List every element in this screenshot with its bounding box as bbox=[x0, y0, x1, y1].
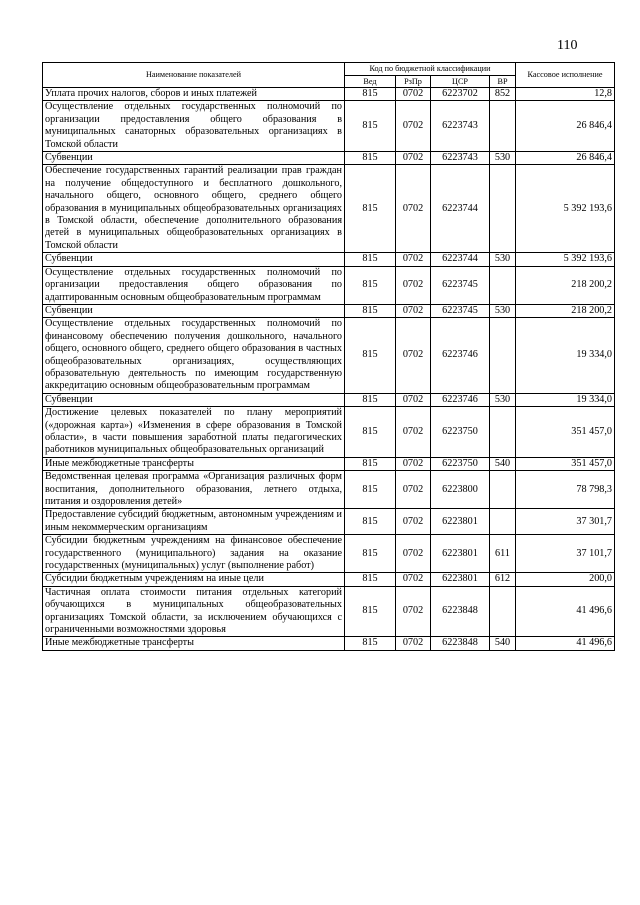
table-row bbox=[43, 165, 615, 253]
row-name: Обеспечение государственных гарантий реализации прав граждан на получение общедоступного и бесплатного дошкольного, начального общего, основного общего, среднего общего образования в муниципальных общеобразовательных организациях в Томской области, обеспечение дополнительного образования детей в муниципальных общеобразовательных организациях в Томской области bbox=[43, 165, 345, 253]
row-vr: 530 bbox=[490, 393, 516, 406]
row-csr: 6223745 bbox=[431, 266, 490, 304]
row-name: Субсидии бюджетным учреждениям на финансовое обеспечение государственного (муниципального) задания на оказание государственных (муниципальных) услуг (выполнение работ) bbox=[43, 535, 345, 573]
row-razpr: 0702 bbox=[396, 407, 431, 458]
row-ved: 815 bbox=[345, 573, 396, 586]
table-row bbox=[43, 457, 615, 470]
row-amount: 5 392 193,6 bbox=[516, 165, 615, 253]
row-amount: 19 334,0 bbox=[516, 318, 615, 393]
row-vr: 530 bbox=[490, 304, 516, 317]
row-name: Осуществление отдельных государственных полномочий по организации предоставления общего образования по адаптированным основным общеобразовательным программам bbox=[43, 266, 345, 304]
row-amount: 41 496,6 bbox=[516, 586, 615, 637]
row-csr: 6223801 bbox=[431, 535, 490, 573]
row-amount: 218 200,2 bbox=[516, 304, 615, 317]
row-ved: 815 bbox=[345, 509, 396, 535]
row-vr bbox=[490, 266, 516, 304]
row-amount: 12,8 bbox=[516, 88, 615, 101]
row-ved: 815 bbox=[345, 266, 396, 304]
row-vr: 612 bbox=[490, 573, 516, 586]
header-csr: ЦСР bbox=[431, 76, 490, 88]
row-name: Субвенции bbox=[43, 152, 345, 165]
row-vr: 540 bbox=[490, 457, 516, 470]
row-vr: 530 bbox=[490, 253, 516, 266]
table-row bbox=[43, 535, 615, 573]
row-name: Ведомственная целевая программа «Организация различных форм воспитания, дополнительного образования, летнего отдыха, питания и оздоровления детей» bbox=[43, 471, 345, 509]
row-csr: 6223800 bbox=[431, 471, 490, 509]
row-razpr: 0702 bbox=[396, 535, 431, 573]
row-razpr: 0702 bbox=[396, 637, 431, 650]
header-amount: Кассовое исполнение bbox=[516, 63, 615, 88]
row-ved: 815 bbox=[345, 586, 396, 637]
row-name: Субсидии бюджетным учреждениям на иные цели bbox=[43, 573, 345, 586]
table-row bbox=[43, 304, 615, 317]
row-razpr: 0702 bbox=[396, 318, 431, 393]
row-vr bbox=[490, 101, 516, 152]
table-header bbox=[43, 63, 615, 88]
row-csr: 6223746 bbox=[431, 318, 490, 393]
row-name: Предоставление субсидий бюджетным, автономным учреждениям и иным некоммерческим организациям bbox=[43, 509, 345, 535]
row-razpr: 0702 bbox=[396, 266, 431, 304]
budget-table bbox=[42, 62, 615, 651]
row-name: Субвенции bbox=[43, 393, 345, 406]
row-ved: 815 bbox=[345, 165, 396, 253]
row-amount: 41 496,6 bbox=[516, 637, 615, 650]
row-csr: 6223750 bbox=[431, 457, 490, 470]
row-name: Уплата прочих налогов, сборов и иных платежей bbox=[43, 88, 345, 101]
row-ved: 815 bbox=[345, 457, 396, 470]
row-ved: 815 bbox=[345, 88, 396, 101]
row-razpr: 0702 bbox=[396, 101, 431, 152]
row-ved: 815 bbox=[345, 471, 396, 509]
row-razpr: 0702 bbox=[396, 152, 431, 165]
row-amount: 200,0 bbox=[516, 573, 615, 586]
row-ved: 815 bbox=[345, 407, 396, 458]
row-csr: 6223848 bbox=[431, 586, 490, 637]
row-amount: 78 798,3 bbox=[516, 471, 615, 509]
table-row bbox=[43, 253, 615, 266]
table-row bbox=[43, 509, 615, 535]
row-vr: 530 bbox=[490, 152, 516, 165]
row-razpr: 0702 bbox=[396, 393, 431, 406]
row-razpr: 0702 bbox=[396, 471, 431, 509]
row-name: Осуществление отдельных государственных полномочий по организации предоставления общего образования в муниципальных санаторных образовательных организациях в Томской области bbox=[43, 101, 345, 152]
row-amount: 351 457,0 bbox=[516, 457, 615, 470]
row-ved: 815 bbox=[345, 253, 396, 266]
row-csr: 6223743 bbox=[431, 101, 490, 152]
row-amount: 37 101,7 bbox=[516, 535, 615, 573]
page-number: 110 bbox=[557, 38, 578, 53]
row-ved: 815 bbox=[345, 318, 396, 393]
table-row bbox=[43, 407, 615, 458]
row-vr bbox=[490, 165, 516, 253]
row-csr: 6223746 bbox=[431, 393, 490, 406]
row-ved: 815 bbox=[345, 152, 396, 165]
row-amount: 218 200,2 bbox=[516, 266, 615, 304]
header-razpr: РзПр bbox=[396, 76, 431, 88]
row-razpr: 0702 bbox=[396, 165, 431, 253]
row-razpr: 0702 bbox=[396, 509, 431, 535]
row-ved: 815 bbox=[345, 101, 396, 152]
row-vr bbox=[490, 407, 516, 458]
row-amount: 26 846,4 bbox=[516, 101, 615, 152]
row-csr: 6223848 bbox=[431, 637, 490, 650]
header-code-group: Код по бюджетной классификации bbox=[345, 63, 516, 76]
row-ved: 815 bbox=[345, 637, 396, 650]
table-row bbox=[43, 586, 615, 637]
header-ved: Вед bbox=[345, 76, 396, 88]
row-name: Субвенции bbox=[43, 304, 345, 317]
row-ved: 815 bbox=[345, 535, 396, 573]
row-name: Иные межбюджетные трансферты bbox=[43, 457, 345, 470]
row-razpr: 0702 bbox=[396, 573, 431, 586]
row-name: Осуществление отдельных государственных полномочий по финансовому обеспечению получения дошкольного, начального общего, основного общего, среднего общего образования в частных общеобразовательных организациях, осуществляющих образовательную деятельность по имеющим государственную аккредитацию основным общеобразовательным программам bbox=[43, 318, 345, 393]
row-amount: 37 301,7 bbox=[516, 509, 615, 535]
table-row bbox=[43, 573, 615, 586]
table-row bbox=[43, 471, 615, 509]
row-razpr: 0702 bbox=[396, 88, 431, 101]
row-vr bbox=[490, 471, 516, 509]
row-csr: 6223801 bbox=[431, 573, 490, 586]
row-name: Достижение целевых показателей по плану мероприятий («дорожная карта») «Изменения в сфере образования в Томской области», в части повышения заработной платы педагогических работников муниципальных общеобразовательных организаций bbox=[43, 407, 345, 458]
row-csr: 6223702 bbox=[431, 88, 490, 101]
row-csr: 6223743 bbox=[431, 152, 490, 165]
row-amount: 19 334,0 bbox=[516, 393, 615, 406]
table-row bbox=[43, 318, 615, 393]
row-name: Иные межбюджетные трансферты bbox=[43, 637, 345, 650]
row-razpr: 0702 bbox=[396, 253, 431, 266]
row-ved: 815 bbox=[345, 393, 396, 406]
row-csr: 6223744 bbox=[431, 253, 490, 266]
row-vr bbox=[490, 586, 516, 637]
row-csr: 6223750 bbox=[431, 407, 490, 458]
table-row bbox=[43, 101, 615, 152]
row-csr: 6223744 bbox=[431, 165, 490, 253]
row-vr: 611 bbox=[490, 535, 516, 573]
row-amount: 351 457,0 bbox=[516, 407, 615, 458]
row-vr: 852 bbox=[490, 88, 516, 101]
table-body bbox=[43, 88, 615, 651]
row-name: Частичная оплата стоимости питания отдельных категорий обучающихся в муниципальных общеобразовательных организациях Томской области, за исключением обучающихся с ограниченными возможностями здоровья bbox=[43, 586, 345, 637]
row-vr: 540 bbox=[490, 637, 516, 650]
table-row bbox=[43, 266, 615, 304]
row-razpr: 0702 bbox=[396, 304, 431, 317]
table-row bbox=[43, 152, 615, 165]
row-vr bbox=[490, 509, 516, 535]
header-vr: ВР bbox=[490, 76, 516, 88]
row-razpr: 0702 bbox=[396, 457, 431, 470]
table-row bbox=[43, 637, 615, 650]
row-name: Субвенции bbox=[43, 253, 345, 266]
row-amount: 26 846,4 bbox=[516, 152, 615, 165]
table-row bbox=[43, 88, 615, 101]
table-row bbox=[43, 393, 615, 406]
row-csr: 6223745 bbox=[431, 304, 490, 317]
row-amount: 5 392 193,6 bbox=[516, 253, 615, 266]
row-ved: 815 bbox=[345, 304, 396, 317]
header-name: Наименование показателей bbox=[43, 63, 345, 88]
row-razpr: 0702 bbox=[396, 586, 431, 637]
row-csr: 6223801 bbox=[431, 509, 490, 535]
row-vr bbox=[490, 318, 516, 393]
